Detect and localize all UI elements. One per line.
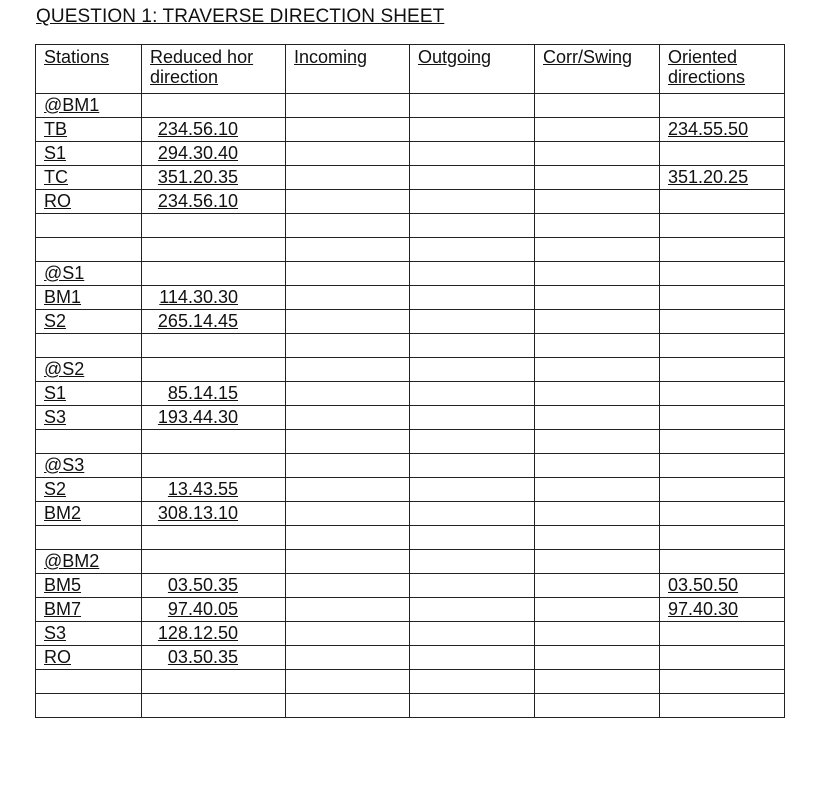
corr-swing-cell [535, 646, 660, 670]
reduced-direction-cell [142, 406, 286, 430]
outgoing-cell [410, 526, 535, 550]
corr-swing-cell [535, 454, 660, 478]
station-value: S2 [44, 479, 67, 499]
corr-swing-cell [535, 94, 660, 118]
incoming-cell [286, 358, 410, 382]
header-row [36, 45, 785, 94]
station-cell [36, 598, 142, 622]
incoming-cell [286, 478, 410, 502]
reduced-direction-value: 128.12.50 [157, 623, 238, 643]
oriented-direction-cell [660, 310, 785, 334]
station-value: BM5 [44, 575, 82, 595]
oriented-direction-value: 351.20.25 [668, 167, 749, 187]
station-value: @BM2 [44, 551, 100, 571]
table-row [36, 406, 785, 430]
table-row [36, 118, 785, 142]
station-value: S1 [44, 143, 67, 163]
reduced-direction-cell [142, 430, 286, 454]
reduced-direction-cell [142, 310, 286, 334]
corr-swing-cell [535, 262, 660, 286]
outgoing-cell [410, 550, 535, 574]
station-cell [36, 262, 142, 286]
reduced-direction-cell [142, 334, 286, 358]
oriented-direction-cell [660, 502, 785, 526]
station-value: @S3 [44, 455, 85, 475]
station-cell [36, 406, 142, 430]
station-cell [36, 502, 142, 526]
oriented-direction-cell [660, 430, 785, 454]
incoming-cell [286, 190, 410, 214]
incoming-cell [286, 406, 410, 430]
reduced-direction-cell [142, 262, 286, 286]
table-row [36, 382, 785, 406]
outgoing-cell [410, 334, 535, 358]
table-row [36, 214, 785, 238]
station-value: S3 [44, 623, 67, 643]
reduced-direction-cell [142, 238, 286, 262]
corr-swing-cell [535, 118, 660, 142]
table-row [36, 646, 785, 670]
oriented-direction-cell [660, 118, 785, 142]
station-value: RO [44, 191, 71, 211]
station-cell [36, 454, 142, 478]
corr-swing-cell [535, 334, 660, 358]
incoming-cell [286, 238, 410, 262]
corr-swing-cell [535, 622, 660, 646]
incoming-cell [286, 142, 410, 166]
corr-swing-cell [535, 214, 660, 238]
incoming-cell [286, 262, 410, 286]
station-value: BM1 [44, 287, 82, 307]
table-row [36, 502, 785, 526]
oriented-direction-value: 03.50.50 [668, 575, 739, 595]
outgoing-cell [410, 310, 535, 334]
station-value: @S2 [44, 359, 85, 379]
incoming-cell [286, 94, 410, 118]
station-value: S2 [44, 311, 67, 331]
oriented-direction-cell [660, 382, 785, 406]
station-cell [36, 142, 142, 166]
corr-swing-cell [535, 502, 660, 526]
corr-swing-cell [535, 238, 660, 262]
station-value: @BM1 [44, 95, 100, 115]
reduced-direction-cell [142, 214, 286, 238]
incoming-cell [286, 214, 410, 238]
corr-swing-cell [535, 478, 660, 502]
reduced-direction-cell [142, 550, 286, 574]
table-row [36, 670, 785, 694]
table-row [36, 622, 785, 646]
outgoing-cell [410, 406, 535, 430]
incoming-cell [286, 526, 410, 550]
traverse-direction-table [35, 44, 785, 718]
reduced-direction-cell [142, 598, 286, 622]
reduced-direction-cell [142, 166, 286, 190]
outgoing-cell [410, 142, 535, 166]
station-cell [36, 118, 142, 142]
oriented-direction-cell [660, 334, 785, 358]
oriented-direction-value: 234.55.50 [668, 119, 749, 139]
reduced-direction-value: 234.56.10 [157, 191, 238, 211]
oriented-direction-cell [660, 190, 785, 214]
station-cell [36, 310, 142, 334]
incoming-cell [286, 430, 410, 454]
incoming-cell [286, 502, 410, 526]
incoming-cell [286, 334, 410, 358]
table-row [36, 694, 785, 718]
reduced-direction-cell [142, 478, 286, 502]
station-cell [36, 94, 142, 118]
reduced-direction-cell [142, 142, 286, 166]
corr-swing-cell [535, 526, 660, 550]
header-stations: Stations [36, 45, 142, 94]
corr-swing-cell [535, 166, 660, 190]
outgoing-cell [410, 358, 535, 382]
table-row [36, 526, 785, 550]
reduced-direction-value: 03.50.35 [167, 575, 238, 595]
station-value: @S1 [44, 263, 85, 283]
oriented-direction-cell [660, 622, 785, 646]
outgoing-cell [410, 382, 535, 406]
corr-swing-cell [535, 286, 660, 310]
oriented-direction-cell [660, 94, 785, 118]
corr-swing-cell [535, 406, 660, 430]
station-value: TC [44, 167, 68, 187]
outgoing-cell [410, 214, 535, 238]
table-row [36, 286, 785, 310]
outgoing-cell [410, 694, 535, 718]
outgoing-cell [410, 430, 535, 454]
table-row [36, 574, 785, 598]
station-cell [36, 334, 142, 358]
incoming-cell [286, 454, 410, 478]
reduced-direction-cell [142, 358, 286, 382]
reduced-direction-cell [142, 646, 286, 670]
incoming-cell [286, 550, 410, 574]
oriented-direction-cell [660, 166, 785, 190]
outgoing-cell [410, 670, 535, 694]
reduced-direction-cell [142, 502, 286, 526]
station-cell [36, 358, 142, 382]
corr-swing-cell [535, 598, 660, 622]
reduced-direction-value: 114.30.30 [159, 287, 238, 307]
incoming-cell [286, 118, 410, 142]
station-cell [36, 286, 142, 310]
reduced-direction-cell [142, 526, 286, 550]
table-row [36, 166, 785, 190]
reduced-direction-cell [142, 94, 286, 118]
reduced-direction-cell [142, 118, 286, 142]
reduced-direction-value: 97.40.05 [167, 599, 238, 619]
station-cell [36, 214, 142, 238]
reduced-direction-value: 265.14.45 [157, 311, 238, 331]
station-cell [36, 550, 142, 574]
incoming-cell [286, 166, 410, 190]
oriented-direction-cell [660, 142, 785, 166]
reduced-direction-cell [142, 670, 286, 694]
station-cell [36, 670, 142, 694]
outgoing-cell [410, 574, 535, 598]
station-value: S1 [44, 383, 67, 403]
station-cell [36, 622, 142, 646]
outgoing-cell [410, 478, 535, 502]
corr-swing-cell [535, 550, 660, 574]
incoming-cell [286, 670, 410, 694]
incoming-cell [286, 286, 410, 310]
table-row [36, 430, 785, 454]
header-outgoing: Outgoing [410, 45, 535, 94]
outgoing-cell [410, 646, 535, 670]
reduced-direction-value: 234.56.10 [157, 119, 238, 139]
header-corr-swing: Corr/Swing [535, 45, 660, 94]
outgoing-cell [410, 598, 535, 622]
header-reduced-hor-direction: Reduced hor direction [142, 45, 286, 94]
oriented-direction-cell [660, 550, 785, 574]
oriented-direction-cell [660, 454, 785, 478]
reduced-direction-value: 193.44.30 [157, 407, 238, 427]
corr-swing-cell [535, 310, 660, 334]
table-row [36, 238, 785, 262]
station-cell [36, 166, 142, 190]
corr-swing-cell [535, 574, 660, 598]
oriented-direction-cell [660, 262, 785, 286]
outgoing-cell [410, 238, 535, 262]
outgoing-cell [410, 118, 535, 142]
incoming-cell [286, 646, 410, 670]
oriented-direction-cell [660, 694, 785, 718]
station-cell [36, 478, 142, 502]
corr-swing-cell [535, 358, 660, 382]
reduced-direction-value: 85.14.15 [167, 383, 238, 403]
station-value: S3 [44, 407, 67, 427]
reduced-direction-value: 13.43.55 [167, 479, 238, 499]
station-cell [36, 382, 142, 406]
reduced-direction-value: 03.50.35 [167, 647, 238, 667]
station-cell [36, 574, 142, 598]
oriented-direction-cell [660, 406, 785, 430]
outgoing-cell [410, 94, 535, 118]
oriented-direction-cell [660, 526, 785, 550]
table-row [36, 550, 785, 574]
reduced-direction-cell [142, 622, 286, 646]
incoming-cell [286, 598, 410, 622]
station-value: BM2 [44, 503, 82, 523]
outgoing-cell [410, 454, 535, 478]
reduced-direction-cell [142, 190, 286, 214]
reduced-direction-cell [142, 574, 286, 598]
station-value: BM7 [44, 599, 82, 619]
table-row [36, 190, 785, 214]
outgoing-cell [410, 502, 535, 526]
reduced-direction-value: 351.20.35 [157, 167, 238, 187]
table-row [36, 94, 785, 118]
table-row [36, 454, 785, 478]
station-value: TB [44, 119, 68, 139]
table-row [36, 310, 785, 334]
oriented-direction-value: 97.40.30 [668, 599, 739, 619]
outgoing-cell [410, 262, 535, 286]
corr-swing-cell [535, 190, 660, 214]
station-cell [36, 694, 142, 718]
reduced-direction-cell [142, 454, 286, 478]
outgoing-cell [410, 286, 535, 310]
oriented-direction-cell [660, 478, 785, 502]
station-cell [36, 646, 142, 670]
oriented-direction-cell [660, 238, 785, 262]
reduced-direction-value: 294.30.40 [157, 143, 238, 163]
station-cell [36, 190, 142, 214]
corr-swing-cell [535, 694, 660, 718]
oriented-direction-cell [660, 358, 785, 382]
incoming-cell [286, 622, 410, 646]
incoming-cell [286, 694, 410, 718]
oriented-direction-cell [660, 286, 785, 310]
corr-swing-cell [535, 142, 660, 166]
corr-swing-cell [535, 382, 660, 406]
table-row [36, 262, 785, 286]
table-row [36, 334, 785, 358]
sheet-title: QUESTION 1: TRAVERSE DIRECTION SHEET [36, 6, 445, 27]
station-value: RO [44, 647, 71, 667]
outgoing-cell [410, 622, 535, 646]
outgoing-cell [410, 190, 535, 214]
oriented-direction-cell [660, 574, 785, 598]
outgoing-cell [410, 166, 535, 190]
corr-swing-cell [535, 430, 660, 454]
incoming-cell [286, 574, 410, 598]
table-row [36, 358, 785, 382]
oriented-direction-cell [660, 670, 785, 694]
table-row [36, 478, 785, 502]
oriented-direction-cell [660, 646, 785, 670]
station-cell [36, 430, 142, 454]
station-cell [36, 526, 142, 550]
reduced-direction-cell [142, 694, 286, 718]
header-oriented-directions: Oriented directions [660, 45, 785, 94]
header-incoming: Incoming [286, 45, 410, 94]
incoming-cell [286, 382, 410, 406]
reduced-direction-cell [142, 382, 286, 406]
corr-swing-cell [535, 670, 660, 694]
table-row [36, 142, 785, 166]
station-cell [36, 238, 142, 262]
incoming-cell [286, 310, 410, 334]
oriented-direction-cell [660, 214, 785, 238]
table-row [36, 598, 785, 622]
reduced-direction-value: 308.13.10 [157, 503, 238, 523]
reduced-direction-cell [142, 286, 286, 310]
oriented-direction-cell [660, 598, 785, 622]
